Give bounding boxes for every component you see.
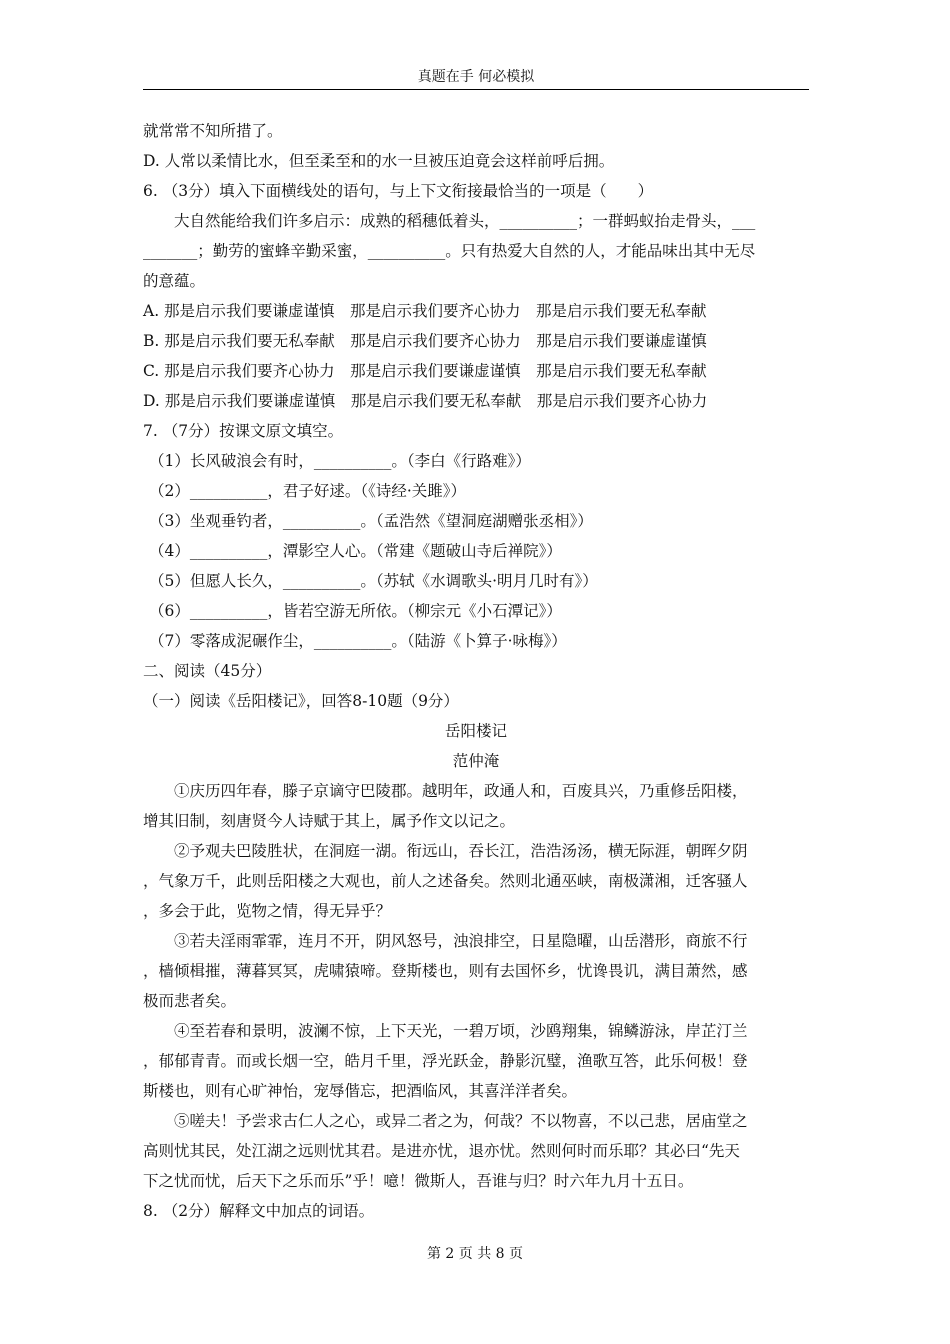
paragraph-line: ，气象万千，此则岳阳楼之大观也，前人之述备矣。然则北通巫峡，南极潇湘，迁客骚人 — [143, 872, 748, 890]
option-d-q5: D. 人常以柔情比水，但至柔至和的水一旦被压迫竟会这样前呼后拥。 — [143, 152, 615, 170]
page-header: 真题在手 何必模拟 — [417, 69, 535, 85]
paragraph-line: ，郁郁青青。而或长烟一空，皓月千里，浮光跃金，静影沉璧，渔歌互答，此乐何极！登 — [143, 1052, 748, 1070]
fill-blank-item: （6）__________，皆若空游无所依。（柳宗元《小石潭记》） — [149, 602, 562, 620]
paragraph-line: ⑤嗟夫！予尝求古仁人之心，或异二者之为，何哉？不以物喜，不以己悲，居庙堂之 — [174, 1112, 748, 1130]
document-body — [143, 116, 809, 1226]
text-line: 就常常不知所措了。 — [143, 122, 283, 140]
option-d: D. 那是启示我们要谦虚谨慎 那是启示我们要无私奉献 那是启示我们要齐心协力 — [143, 392, 708, 410]
option-a: A. 那是启示我们要谦虚谨慎 那是启示我们要齐心协力 那是启示我们要无私奉献 — [143, 302, 707, 320]
option-b: B. 那是启示我们要无私奉献 那是启示我们要齐心协力 那是启示我们要谦虚谨慎 — [143, 332, 707, 350]
paragraph-line: 下之忧而忧，后天下之乐而乐”乎！噫！微斯人，吾谁与归？时六年九月十五日。 — [143, 1172, 694, 1190]
section-heading: 二、阅读（45分） — [143, 662, 272, 680]
fill-blank-item: （1）长风破浪会有时，__________。（李白《行路难》） — [149, 452, 531, 470]
fill-blank-item: （2）__________，君子好逑。（《诗经·关雎》） — [149, 482, 467, 500]
page-footer: 第 2 页 共 8 页 — [426, 1246, 524, 1262]
paragraph-line: ④至若春和景明，波澜不惊，上下天光，一碧万顷，沙鸥翔集，锦鳞游泳，岸芷汀兰 — [174, 1022, 748, 1040]
question-8: 8. （2分）解释文中加点的词语。 — [143, 1202, 375, 1220]
paragraph-line: ，多会于此，览物之情，得无异乎？ — [143, 902, 392, 920]
paragraph-line: ②予观夫巴陵胜状，在洞庭一湖。衔远山，吞长江，浩浩汤汤，横无际涯，朝晖夕阴 — [174, 842, 748, 860]
question-6: 6. （3分）填入下面横线处的语句，与上下文衔接最恰当的一项是（ ） — [143, 182, 654, 200]
subsection-heading: （一）阅读《岳阳楼记》，回答8-10题（9分） — [143, 692, 459, 710]
paragraph-line: ③若夫淫雨霏霏，连月不开，阴风怒号，浊浪排空，日星隐曜，山岳潜形，商旅不行 — [174, 932, 748, 950]
passage-author: 范仲淹 — [452, 752, 500, 770]
passage-line: 的意蕴。 — [143, 272, 206, 290]
passage-line: _______；勤劳的蜜蜂辛勤采蜜，__________。只有热爱大自然的人，才能品味出其中无尽 — [143, 242, 756, 260]
fill-blank-item: （5）但愿人长久，__________。（苏轼《水调歌头·明月几时有》） — [149, 572, 598, 590]
fill-blank-item: （3）坐观垂钓者，__________。（孟浩然《望洞庭湖赠张丞相》） — [149, 512, 593, 530]
paragraph-line: 高则忧其民，处江湖之远则忧其君。是进亦忧，退亦忧。然则何时而乐耶？其必曰“先天 — [143, 1142, 740, 1160]
option-c: C. 那是启示我们要齐心协力 那是启示我们要谦虚谨慎 那是启示我们要无私奉献 — [143, 362, 707, 380]
paragraph-line: 增其旧制，刻唐贤今人诗赋于其上，属予作文以记之。 — [143, 812, 516, 830]
fill-blank-item: （4）__________，潭影空人心。（常建《题破山寺后禅院》） — [149, 542, 562, 560]
fill-blank-item: （7）零落成泥碾作尘，__________。（陆游《卜算子·咏梅》） — [149, 632, 567, 650]
question-7: 7. （7分）按课文原文填空。 — [143, 422, 344, 440]
passage-line: 大自然能给我们许多启示：成熟的稻穗低着头，__________；一群蚂蚁抬走骨头，___ — [174, 212, 756, 230]
paragraph-line: 极而悲者矣。 — [143, 992, 237, 1010]
paragraph-line: 斯楼也，则有心旷神怡，宠辱偕忘，把酒临风，其喜洋洋者矣。 — [143, 1082, 578, 1100]
header-divider — [143, 89, 809, 90]
paragraph-line: ，樯倾楫摧，薄暮冥冥，虎啸猿啼。登斯楼也，则有去国怀乡，忧谗畏讥，满目萧然，感 — [143, 962, 748, 980]
passage-title: 岳阳楼记 — [444, 722, 507, 740]
paragraph-line: ①庆历四年春，滕子京谪守巴陵郡。越明年，政通人和，百废具兴，乃重修岳阳楼， — [174, 782, 748, 800]
